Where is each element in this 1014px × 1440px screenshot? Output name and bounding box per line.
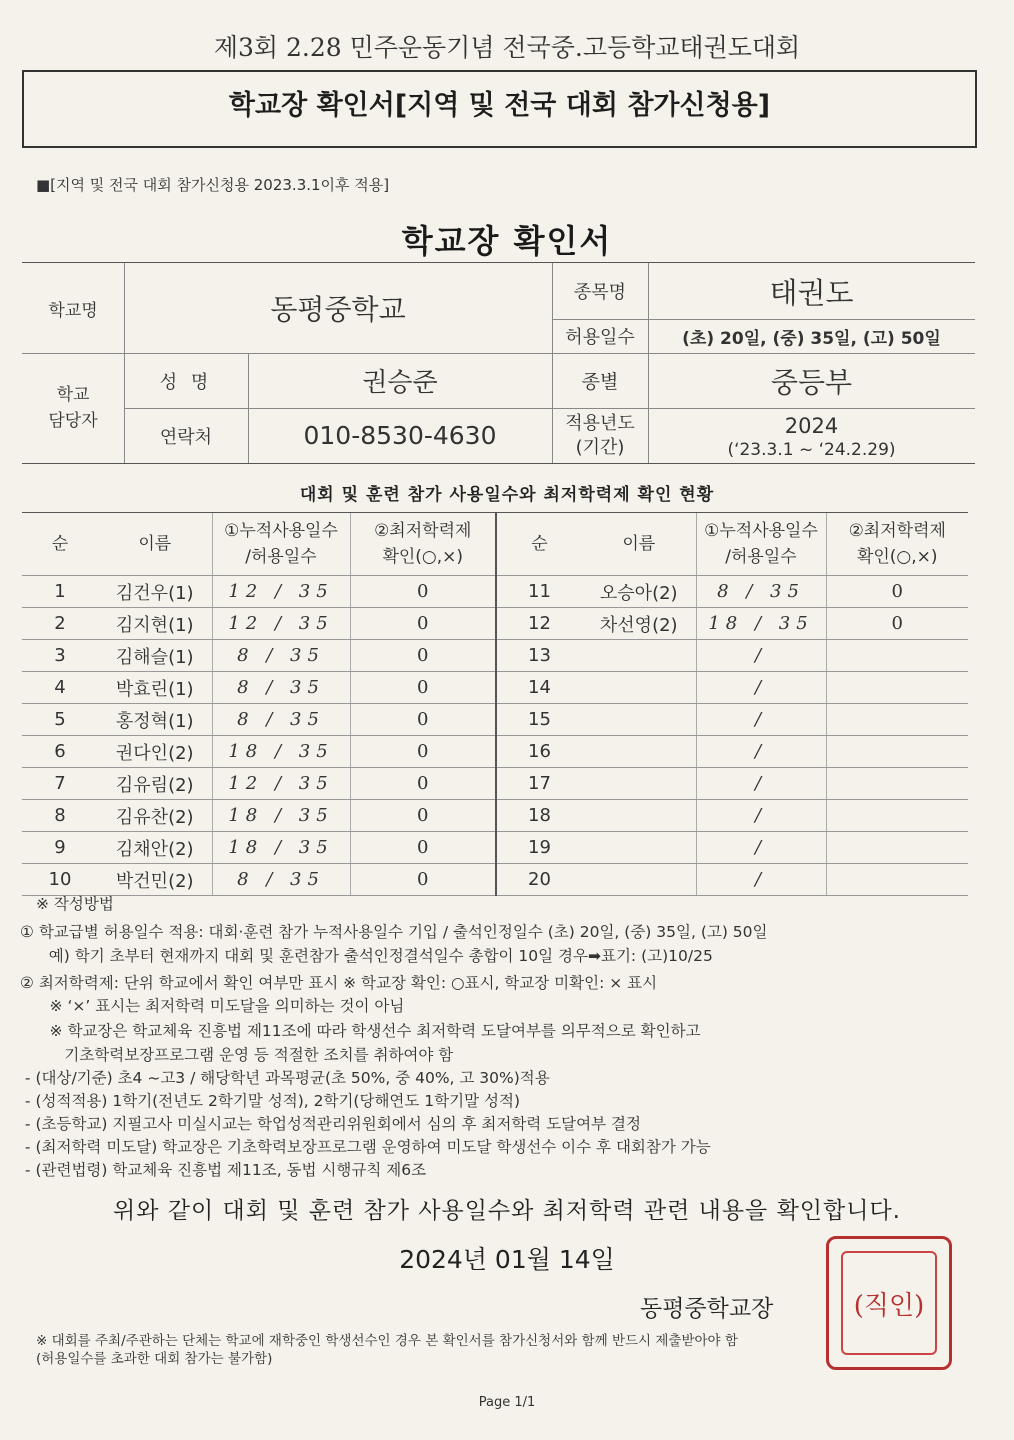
- row-days: /: [696, 768, 826, 800]
- roster-title: 대회 및 훈련 참가 사용일수와 최저학력제 확인 현황: [299, 485, 715, 505]
- year-label: 적용년도 (기간): [565, 412, 635, 458]
- row-name: 김지현(1): [98, 608, 212, 640]
- note-line: ※ ‘×’ 표시는 최저학력 미도달을 의미하는 것이 아님: [20, 997, 405, 1015]
- row-check: 0: [350, 832, 496, 864]
- row-no: 14: [496, 672, 582, 704]
- row-check: 0: [350, 768, 496, 800]
- contact-value: 010-8530-4630: [303, 421, 497, 450]
- note-line: ※ 학교장은 학교체육 진흥법 제11조에 따라 학생선수 최저학력 도달여부를 의무적으로 확인하고: [20, 1022, 701, 1040]
- row-no: 6: [22, 736, 98, 768]
- row-name: 김유림(2): [98, 768, 212, 800]
- row-check: 0: [350, 640, 496, 672]
- name-value: 권승준: [362, 368, 438, 398]
- row-name: [582, 640, 696, 672]
- row-days: /: [696, 864, 826, 896]
- row-check: 0: [350, 576, 496, 608]
- note-line: - (초등학교) 지필고사 미실시교는 학업성적관리위원회에서 심의 후 최저학력 도달여부 결정: [20, 1115, 641, 1133]
- row-check: [826, 768, 968, 800]
- row-name: 오승아(2): [582, 576, 696, 608]
- roster-table: [22, 512, 968, 896]
- row-check: [826, 832, 968, 864]
- days-label: 허용일수: [565, 327, 635, 348]
- row-days: 12 / 35: [212, 768, 350, 800]
- col-header-no: 순: [22, 513, 98, 576]
- row-check: 0: [350, 736, 496, 768]
- school-value: 동평중학교: [270, 293, 406, 326]
- row-check: [826, 640, 968, 672]
- row-name: [582, 672, 696, 704]
- row-check: 0: [350, 800, 496, 832]
- banner-title: 학교장 확인서[지역 및 전국 대회 참가신청용]: [22, 70, 977, 148]
- row-name: [582, 768, 696, 800]
- row-check: [826, 800, 968, 832]
- row-days: 8 / 35: [212, 864, 350, 896]
- note-line: ① 학교급별 허용일수 적용: 대회·훈련 참가 누적사용일수 기입 / 출석인정일수 (초) 20일, (중) 35일, (고) 50일: [20, 923, 768, 941]
- notes-section: [20, 892, 1000, 1182]
- row-name: [582, 832, 696, 864]
- table-row: [22, 768, 968, 800]
- row-no: 11: [496, 576, 582, 608]
- row-days: /: [696, 832, 826, 864]
- row-check: 0: [350, 704, 496, 736]
- table-row: [22, 736, 968, 768]
- row-check: 0: [350, 608, 496, 640]
- school-label: 학교명: [48, 300, 98, 321]
- row-no: 18: [496, 800, 582, 832]
- table-row: [22, 704, 968, 736]
- row-days: 8 / 35: [212, 672, 350, 704]
- table-row: [22, 800, 968, 832]
- row-name: 박건민(2): [98, 864, 212, 896]
- row-no: 8: [22, 800, 98, 832]
- row-days: 8 / 35: [212, 640, 350, 672]
- manager-label: 학교 담당자: [48, 385, 98, 431]
- note-line: 예) 학기 초부터 현재까지 대회 및 훈련참가 출석인정결석일수 총합이 10일 경우➡표기: (고)10/25: [34, 947, 713, 965]
- row-check: [826, 736, 968, 768]
- row-days: 18 / 35: [212, 832, 350, 864]
- row-name: [582, 736, 696, 768]
- row-no: 15: [496, 704, 582, 736]
- row-days: /: [696, 704, 826, 736]
- table-row: [22, 576, 968, 608]
- row-no: 4: [22, 672, 98, 704]
- row-name: 김채안(2): [98, 832, 212, 864]
- col-header-days-right: ①누적사용일수 /허용일수: [696, 513, 826, 576]
- row-name: 홍정혁(1): [98, 704, 212, 736]
- col-header-academic: ②최저학력제 확인(○,×): [350, 513, 496, 576]
- row-name: 김해슬(1): [98, 640, 212, 672]
- row-check: 0: [826, 576, 968, 608]
- event-value: 태권도: [769, 275, 854, 310]
- row-days: /: [696, 736, 826, 768]
- info-grid: [22, 262, 975, 464]
- footer-line: (허용일수를 초과한 대회 참가는 불가함): [36, 1351, 273, 1367]
- class-value: 중등부: [770, 365, 853, 399]
- row-no: 17: [496, 768, 582, 800]
- note-line: 기초학력보장프로그램 운영 등 적절한 조치를 취하여야 함: [20, 1046, 454, 1064]
- table-row: [22, 864, 968, 896]
- row-no: 7: [22, 768, 98, 800]
- row-check: [826, 704, 968, 736]
- table-row: [22, 608, 968, 640]
- days-value: (초) 20일, (중) 35일, (고) 50일: [682, 328, 941, 349]
- row-check: 0: [350, 672, 496, 704]
- row-no: 3: [22, 640, 98, 672]
- row-name: 차선영(2): [582, 608, 696, 640]
- principal-signature: 동평중학교장: [640, 1296, 774, 1322]
- col-header-academic-right: ②최저학력제 확인(○,×): [826, 513, 968, 576]
- note-line: ② 최저학력제: 단위 학교에서 확인 여부만 표시 ※ 학교장 확인: ○표시, 학교장 미확인: × 표시: [20, 974, 658, 992]
- contact-label: 연락처: [159, 426, 213, 448]
- note-line: - (대상/기준) 초4 ~고3 / 해당학년 과목평균(초 50%, 중 40%, 고 30%)적용: [20, 1069, 550, 1087]
- row-days: 18 / 35: [212, 736, 350, 768]
- row-no: 13: [496, 640, 582, 672]
- notes-heading: ※ 작성방법: [36, 895, 114, 913]
- row-days: 18 / 35: [696, 608, 826, 640]
- seal-text: (직인): [841, 1251, 937, 1355]
- row-days: 8 / 35: [212, 704, 350, 736]
- row-check: 0: [826, 608, 968, 640]
- note-line: - (성적적용) 1학기(전년도 2학기말 성적), 2학기(당해연도 1학기말 성적): [20, 1092, 520, 1110]
- row-no: 5: [22, 704, 98, 736]
- col-header-name-right: 이름: [582, 513, 696, 576]
- event-title: 제3회 2.28 민주운동기념 전국중.고등학교태권도대회: [213, 33, 801, 62]
- row-no: 9: [22, 832, 98, 864]
- footer-line: ※ 대회를 주최/주관하는 단체는 학교에 재학중인 학생선수인 경우 본 확인서를 참가신청서와 함께 반드시 제출받아야 함: [36, 1333, 738, 1349]
- col-header-name: 이름: [98, 513, 212, 576]
- row-no: 10: [22, 864, 98, 896]
- row-days: /: [696, 800, 826, 832]
- period-value: (‘23.3.1 ~ ‘24.2.29): [727, 440, 896, 460]
- table-row: [22, 832, 968, 864]
- confirmation-statement: 위와 같이 대회 및 훈련 참가 사용일수와 최저학력 관련 내용을 확인합니다.: [113, 1198, 901, 1224]
- note-line: - (관련법령) 학교체육 진흥법 제11조, 동법 시행규칙 제6조: [20, 1161, 427, 1179]
- row-no: 20: [496, 864, 582, 896]
- row-no: 19: [496, 832, 582, 864]
- row-check: 0: [350, 864, 496, 896]
- row-days: /: [696, 640, 826, 672]
- row-check: [826, 672, 968, 704]
- issue-date: 2024년 01월 14일: [399, 1245, 615, 1274]
- row-days: 8 / 35: [696, 576, 826, 608]
- page-number: Page 1/1: [478, 1395, 536, 1410]
- row-name: 박효린(1): [98, 672, 212, 704]
- row-name: 김건우(1): [98, 576, 212, 608]
- row-check: [826, 864, 968, 896]
- document-title: 학교장 확인서: [401, 222, 613, 260]
- row-name: 김유찬(2): [98, 800, 212, 832]
- class-label: 종별: [581, 371, 619, 393]
- col-header-days: ①누적사용일수 /허용일수: [212, 513, 350, 576]
- name-label: 성 명: [159, 371, 213, 393]
- row-name: 권다인(2): [98, 736, 212, 768]
- row-days: 12 / 35: [212, 608, 350, 640]
- notice-line: ■[지역 및 전국 대회 참가신청용 2023.3.1이후 적용]: [36, 176, 390, 194]
- row-name: [582, 864, 696, 896]
- row-no: 2: [22, 608, 98, 640]
- col-header-no-right: 순: [496, 513, 582, 576]
- note-line: - (최저학력 미도달) 학교장은 기초학력보장프로그램 운영하여 미도달 학생선수 이수 후 대회참가 가능: [20, 1138, 711, 1156]
- row-no: 1: [22, 576, 98, 608]
- row-days: /: [696, 672, 826, 704]
- table-row: [22, 640, 968, 672]
- row-no: 16: [496, 736, 582, 768]
- event-label: 종목명: [573, 282, 627, 303]
- footer-note: [36, 1332, 738, 1368]
- row-days: 18 / 35: [212, 800, 350, 832]
- row-no: 12: [496, 608, 582, 640]
- row-name: [582, 704, 696, 736]
- row-days: 12 / 35: [212, 576, 350, 608]
- official-seal: [826, 1236, 952, 1370]
- year-value: 2024: [784, 414, 839, 438]
- row-name: [582, 800, 696, 832]
- table-row: [22, 672, 968, 704]
